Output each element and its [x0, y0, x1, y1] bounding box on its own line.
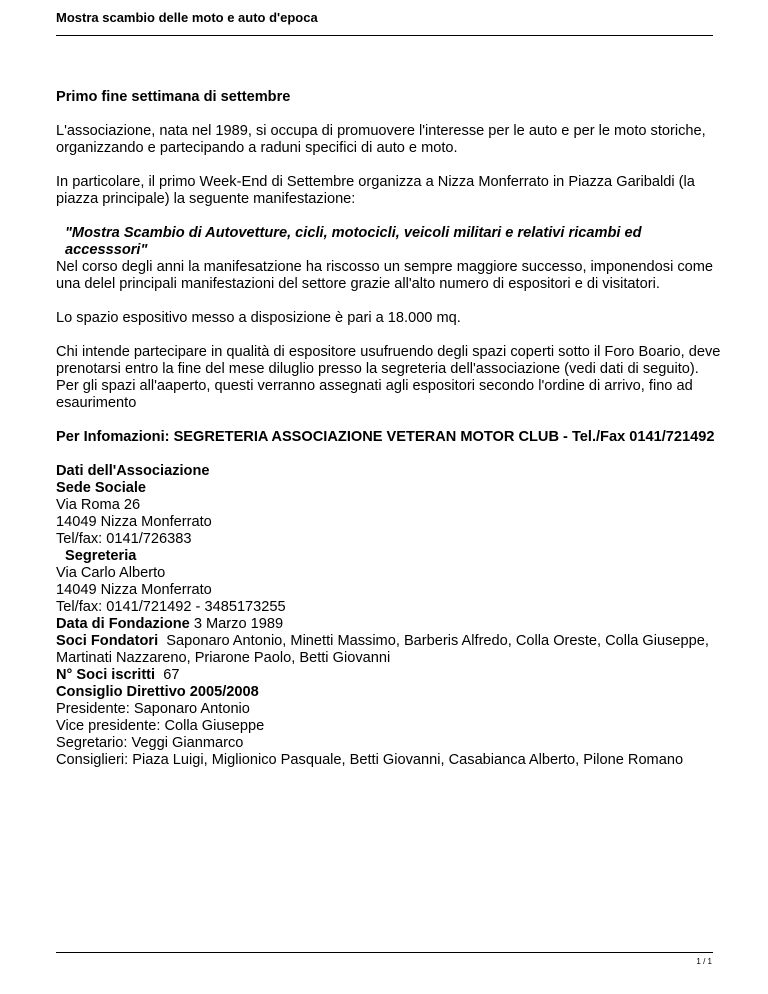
- sede-phone-line: Tel/fax: 0141/726383: [56, 531, 192, 547]
- segreteria-address-line: Via Carlo Alberto: [56, 565, 166, 581]
- fondazione-value: 3 Marzo 1989: [193, 616, 284, 632]
- sede-label: Sede Sociale: [56, 480, 147, 496]
- footer-divider: [56, 952, 713, 953]
- association-data: [56, 463, 721, 769]
- iscritti-value: 67: [163, 667, 180, 683]
- header-title: Mostra scambio delle moto e auto d'epoca: [56, 10, 318, 25]
- iscritti-row: [56, 667, 721, 684]
- fondatori-label: Soci Fondatori: [56, 633, 159, 649]
- header-divider: [56, 35, 713, 36]
- consiglio-segretario: Segretario: Veggi Gianmarco: [56, 735, 244, 751]
- segreteria-phone-line: Tel/fax: 0141/721492 - 3485173255: [56, 599, 286, 615]
- event-title: "Mostra Scambio di Autovetture, cicli, motocicli, veicoli militari e relativi ricambi ed accesssori": [65, 225, 642, 258]
- document-body: [56, 89, 721, 769]
- intro-paragraph: L'associazione, nata nel 1989, si occupa di promuovere l'interesse per le auto e per le moto storiche, organizzando e partecipando a raduni specifici di auto e moto.: [56, 123, 706, 156]
- space-paragraph: Lo spazio espositivo messo a disposizione è pari a 18.000 mq.: [56, 310, 461, 326]
- section-heading: Primo fine settimana di settembre: [56, 89, 291, 105]
- fondazione-row: [56, 616, 721, 633]
- sede-address-line: Via Roma 26: [56, 497, 141, 513]
- consiglio-vicepresidente: Vice presidente: Colla Giuseppe: [56, 718, 265, 734]
- event-block: [56, 225, 721, 293]
- event-location-paragraph: In particolare, il primo Week-End di Settembre organizza a Nizza Monferrato in Piazza Garibaldi (la piazza principale) la seguente manifestazione:: [56, 174, 695, 207]
- segreteria-label: Segreteria: [65, 548, 137, 564]
- consiglio-label: Consiglio Direttivo 2005/2008: [56, 684, 259, 700]
- consiglio-consiglieri: Consiglieri: Piaza Luigi, Miglionico Pasquale, Betti Giovanni, Casabianca Alberto, Pilone Romano: [56, 752, 684, 768]
- sede-city-line: 14049 Nizza Monferrato: [56, 514, 212, 530]
- association-title: Dati dell'Associazione: [56, 463, 210, 479]
- success-paragraph: Nel corso degli anni la manifesatzione ha riscosso un sempre maggiore successo, imponendosi come una delel principali manifestazioni del settore grazie all'alto numero di espositori e di visitatori.: [56, 259, 714, 292]
- participation-paragraph: Chi intende partecipare in qualità di espositore usufruendo degli spazi coperti sotto il Foro Boario, deve prenotarsi entro la fine del mese diluglio presso la segreteria dell'associazione (vedi dati di seguito). Per gli spazi all'aaperto, questi verranno assegnati agli espositori secondo l'ordine di arrivo, fino ad esaurimento: [56, 344, 721, 411]
- consiglio-presidente: Presidente: Saponaro Antonio: [56, 701, 250, 717]
- iscritti-label: N° Soci iscritti: [56, 667, 156, 683]
- fondatori-value: Saponaro Antonio, Minetti Massimo, Barberis Alfredo, Colla Oreste, Colla Giuseppe, Martinati Nazzareno, Priarone Paolo, Betti Giovanni: [56, 633, 709, 666]
- info-paragraph: Per Infomazioni: SEGRETERIA ASSOCIAZIONE VETERAN MOTOR CLUB - Tel./Fax 0141/721492: [56, 429, 715, 445]
- fondazione-label: Data di Fondazione: [56, 616, 190, 632]
- fondatori-row: [56, 633, 721, 667]
- page-number: 1 / 1: [696, 957, 712, 966]
- segreteria-city-line: 14049 Nizza Monferrato: [56, 582, 212, 598]
